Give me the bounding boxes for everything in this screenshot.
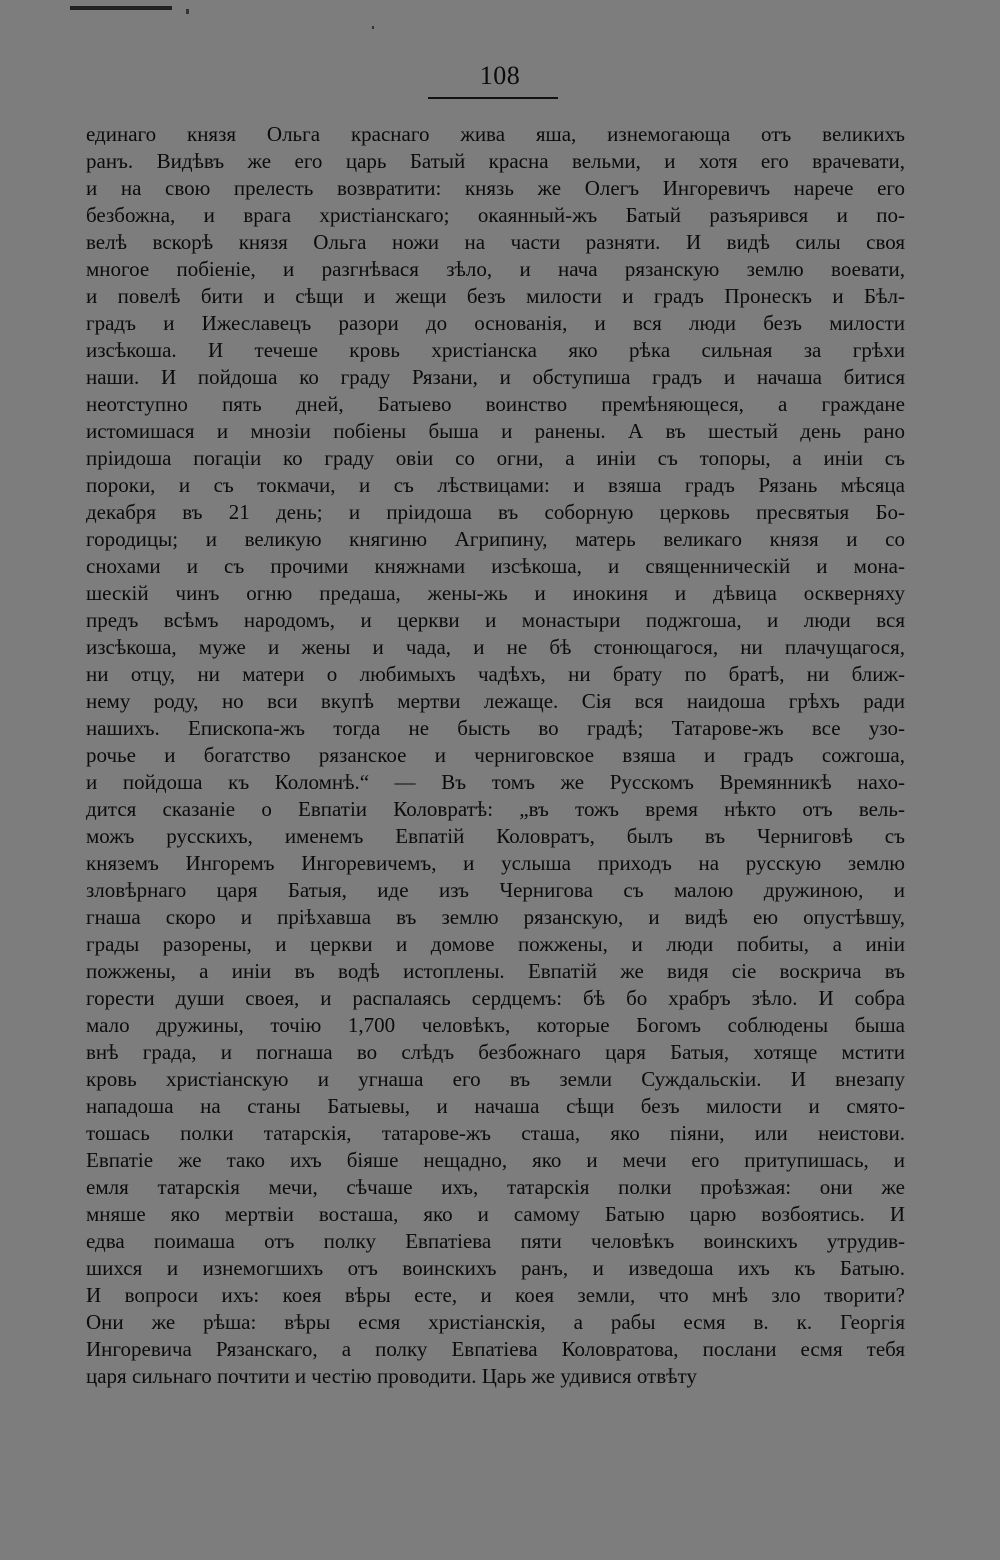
text-line: городицы; и великую княгиню Агрипину, матерь великаго князя и со [86, 527, 905, 551]
text-line: безбожна, и врага христіанскаго; окаянный-жъ Батый разъярився и по- [86, 203, 905, 227]
text-line: снохами и съ прочими княжнами изсѣкоша, и священническій и мона- [86, 554, 905, 578]
text-line: шихся и изнемогшихъ отъ воинскихъ ранъ, и изведоша ихъ къ Батыю. [86, 1256, 905, 1280]
text-line: ранъ. Видѣвъ же его царь Батый красна вельми, и хотя его врачевати, [86, 149, 905, 173]
scan-speck [186, 9, 189, 14]
text-line: нашихъ. Епископа-жъ тогда не бысть во градѣ; Татарове-жъ все узо- [86, 716, 905, 740]
text-line: едва поимаша отъ полку Евпатіева пяти человѣкъ воинскихъ утрудив- [86, 1229, 905, 1253]
text-line: кровь христіанскую и угнаша его въ земли Суждальскіи. И внезапу [86, 1067, 905, 1091]
text-line: мало дружины, точію 1,700 человѣкъ, которые Богомъ соблюдены быша [86, 1013, 905, 1037]
text-line: ни отцу, ни матери о любимыхъ чадѣхъ, ни брату по братѣ, ни ближ- [86, 662, 905, 686]
text-line: градъ и Ижеславецъ разори до основанія, и вся люди безъ милости [86, 311, 905, 335]
text-line: и повелѣ бити и сѣщи и жещи безъ милости и градъ Пронескъ и Бѣл- [86, 284, 905, 308]
text-line: шескій чинъ огню предаша, жены-жь и инокиня и дѣвица оскверняху [86, 581, 905, 605]
text-line: тошась полки татарскія, татарове-жъ сташа, яко піяни, или неистови. [86, 1121, 905, 1145]
text-line: нему роду, но вси вкупѣ мертви лежаще. Сія вся наидоша грѣхъ ради [86, 689, 905, 713]
text-line: и пойдоша къ Коломнѣ.“ — Въ томъ же Русскомъ Времянникѣ нахо- [86, 770, 905, 794]
text-line: княземъ Ингоремъ Ингоревичемъ, и услыша приходъ на русскую землю [86, 851, 905, 875]
text-line: изсѣкоша. И течеше кровь христіанска яко рѣка сильная за грѣхи [86, 338, 905, 362]
text-line: гнаша скоро и пріѣхавша въ землю рязанскую, и видѣ ею опустѣвшу, [86, 905, 905, 929]
text-line: зловѣрнаго царя Батыя, иде изъ Чернигова съ малою дружиною, и [86, 878, 905, 902]
text-line: Евпатіе же тако ихъ біяше нещадно, яко и мечи его притупишась, и [86, 1148, 905, 1172]
text-line: дится сказаніе о Евпатіи Коловратѣ: „въ тожъ время нѣкто отъ вель- [86, 797, 905, 821]
text-line: наши. И пойдоша ко граду Рязани, и обступиша градъ и начаша битися [86, 365, 905, 389]
text-line: пріидоша погаціи ко граду овіи со огни, а иніи съ топоры, а иніи съ [86, 446, 905, 470]
text-line: истомишася и мнозіи побіены быша и ранены. А въ шестый день рано [86, 419, 905, 443]
text-line: велѣ вскорѣ князя Ольга ножи на части разняти. И видѣ силы своя [86, 230, 905, 254]
text-line: мняше яко мертвіи восташа, яко и самому Батыю царю возбоятись. И [86, 1202, 905, 1226]
text-line: предъ всѣмъ народомъ, и церкви и монастыри поджгоша, и люди вся [86, 608, 905, 632]
text-line: нападоша на станы Батыевы, и начаша сѣщи безъ милости и смято- [86, 1094, 905, 1118]
text-line: И вопроси ихъ: коея вѣры есте, и коея земли, что мнѣ зло творити? [86, 1283, 905, 1307]
scan-speck [372, 26, 374, 29]
text-line: Они же рѣша: вѣры есмя христіанскія, а рабы есмя в. к. Георгія [86, 1310, 905, 1334]
text-line: и на свою прелесть возвратити: князь же Олегъ Ингоревичъ нарече его [86, 176, 905, 200]
text-line: пожжены, а иніи въ водѣ истоплены. Евпатій же видя сіе воскрича въ [86, 959, 905, 983]
text-line: единаго князя Ольга краснаго жива яша, изнемогающа отъ великихъ [86, 122, 905, 146]
text-line: внѣ града, и погнаша во слѣдъ безбожнаго царя Батыя, хотяще мстити [86, 1040, 905, 1064]
text-line: царя сильнаго почтити и честію проводити. Царь же удивися отвѣту [86, 1364, 697, 1388]
text-line: рочье и богатство рязанское и черниговское взяша и градъ сожгоша, [86, 743, 905, 767]
text-line: горести души своея, и распалаясь сердцемъ: бѣ бо храбръ зѣло. И собра [86, 986, 905, 1010]
text-line: емля татарскія мечи, сѣчаше ихъ, татарскія полки проѣзжая: они же [86, 1175, 905, 1199]
text-line: Ингоревича Рязанскаго, а полку Евпатіева Коловратова, послани есмя тебя [86, 1337, 905, 1361]
text-line: изсѣкоша, муже и жены и чада, и не бѣ стонющагося, ни плачущагося, [86, 635, 905, 659]
page-number-rule [428, 97, 558, 99]
text-line: многое побіеніе, и разгнѣвася зѣло, и нача рязанскую землю воевати, [86, 257, 905, 281]
body-text [86, 121, 905, 1390]
page-number: 108 [479, 61, 521, 90]
text-line: грады разорены, и церкви и домове пожжены, и люди побиты, а иніи [86, 932, 905, 956]
scan-edge-mark [70, 6, 172, 10]
text-line: можъ русскихъ, именемъ Евпатій Коловратъ, былъ въ Черниговѣ съ [86, 824, 905, 848]
text-line: декабря въ 21 день; и пріидоша въ соборную церковь пресвятыя Бо- [86, 500, 905, 524]
text-line: пороки, и съ токмачи, и съ лѣствицами: и взяша градъ Рязань мѣсяца [86, 473, 905, 497]
text-line: неотступно пять дней, Батыево воинство премѣняющеся, а граждане [86, 392, 905, 416]
